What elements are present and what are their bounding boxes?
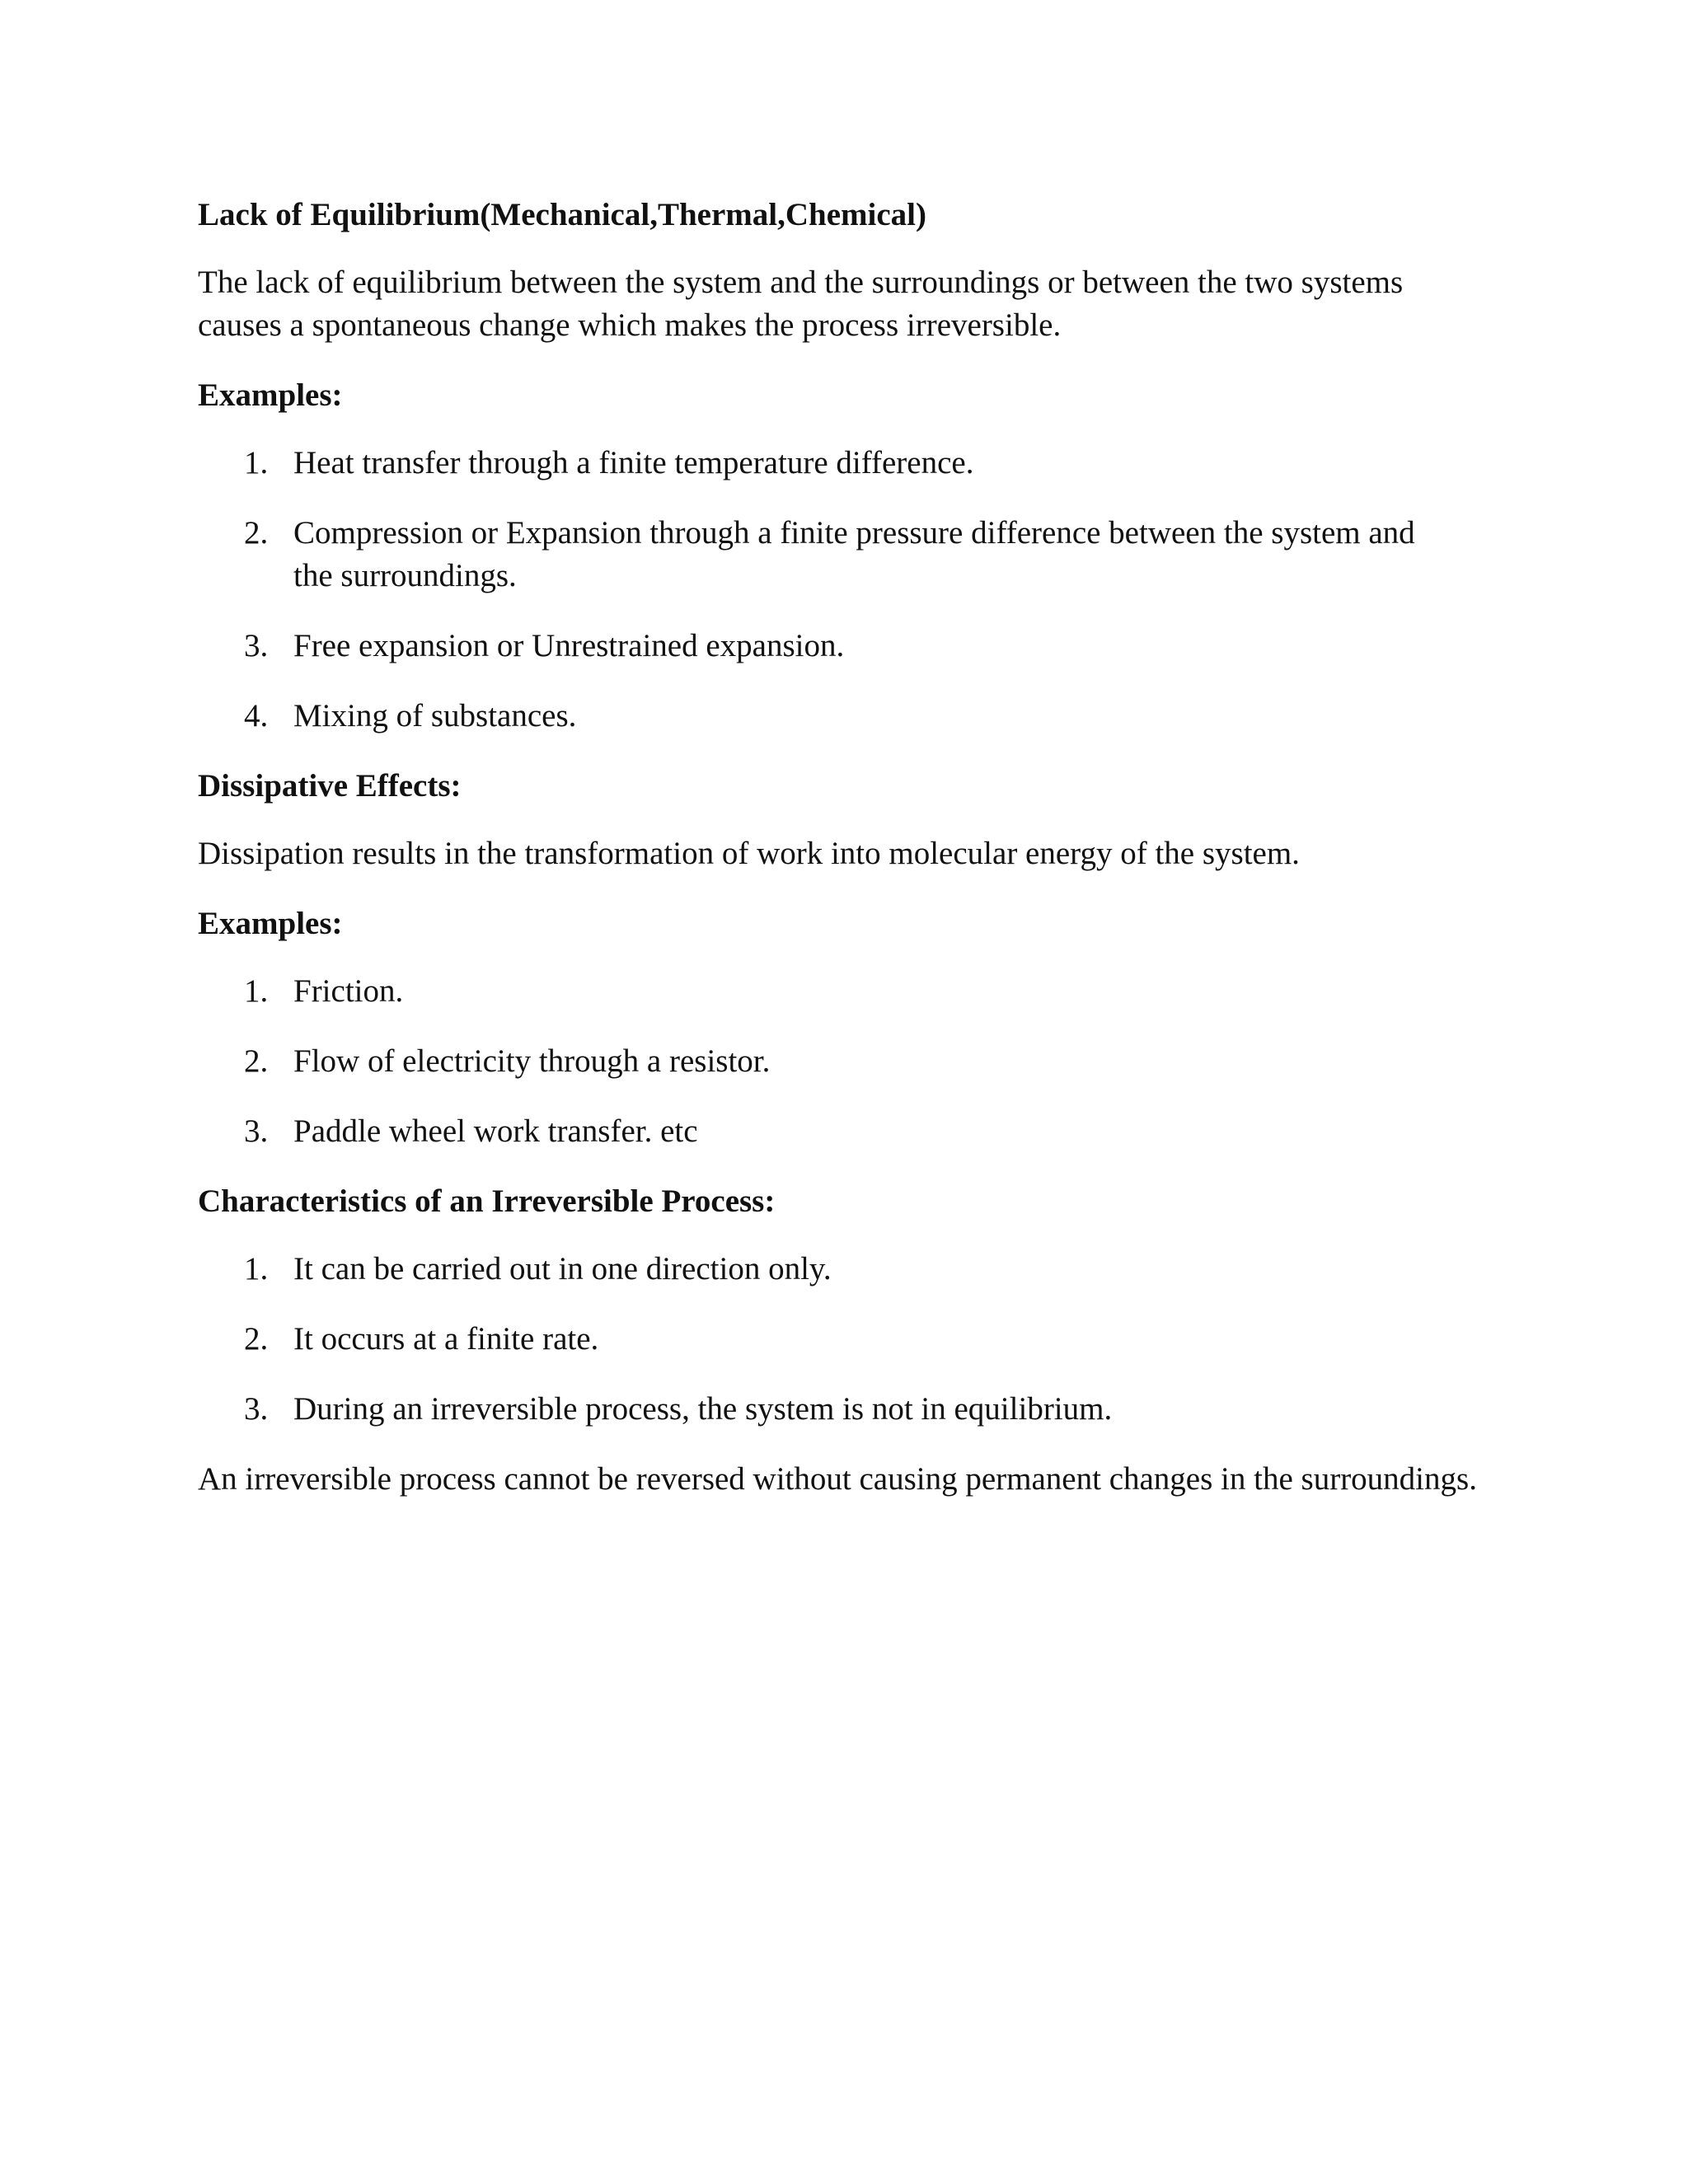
examples-list-dissipative	[198, 970, 1484, 1153]
list-item	[198, 512, 1484, 598]
examples-heading: Examples:	[198, 906, 343, 941]
section-heading-characteristics: Characteristics of an Irreversible Process:	[198, 1183, 776, 1219]
list-item-text: It occurs at a finite rate.	[293, 1321, 599, 1357]
list-item	[198, 1040, 1484, 1083]
list-item	[198, 970, 1484, 1013]
paragraph-equilibrium: The lack of equilibrium between the system and the surroundings or between the two systems causes a spontaneous change which makes the process irreversible.	[198, 265, 1404, 343]
list-item	[198, 442, 1484, 485]
list-number: 1.	[244, 973, 269, 1009]
list-item-text: Compression or Expansion through a finite pressure difference between the system and the surroundings.	[293, 515, 1415, 593]
list-item-text: Free expansion or Unrestrained expansion.	[293, 628, 845, 663]
list-item	[198, 1388, 1484, 1431]
list-number: 3.	[244, 1391, 269, 1427]
list-number: 2.	[244, 1043, 269, 1079]
section-heading-dissipative: Dissipative Effects:	[198, 768, 462, 804]
list-number: 2.	[244, 515, 269, 551]
document-page	[198, 194, 1484, 1528]
list-number: 4.	[244, 698, 269, 733]
list-number: 1.	[244, 1251, 269, 1286]
list-item	[198, 1110, 1484, 1153]
list-item	[198, 625, 1484, 668]
examples-heading: Examples:	[198, 377, 343, 413]
list-item	[198, 1318, 1484, 1361]
section-heading-equilibrium: Lack of Equilibrium(Mechanical,Thermal,Chemical)	[198, 197, 926, 232]
paragraph-dissipative: Dissipation results in the transformation of work into molecular energy of the system.	[198, 836, 1300, 871]
list-number: 3.	[244, 628, 269, 663]
list-item-text: Flow of electricity through a resistor.	[293, 1043, 771, 1079]
list-item-text: During an irreversible process, the system is not in equilibrium.	[293, 1391, 1113, 1427]
list-item	[198, 1248, 1484, 1291]
characteristics-list	[198, 1248, 1484, 1431]
list-item-text: Heat transfer through a finite temperature difference.	[293, 445, 974, 480]
list-item-text: Mixing of substances.	[293, 698, 577, 733]
list-number: 2.	[244, 1321, 269, 1357]
list-item	[198, 695, 1484, 738]
list-item-text: Paddle wheel work transfer. etc	[293, 1113, 698, 1149]
list-item-text: It can be carried out in one direction only.	[293, 1251, 832, 1286]
examples-list-equilibrium	[198, 442, 1484, 738]
list-number: 1.	[244, 445, 269, 480]
list-number: 3.	[244, 1113, 269, 1149]
closing-paragraph: An irreversible process cannot be reversed without causing permanent changes in the surroundings.	[198, 1461, 1477, 1497]
list-item-text: Friction.	[293, 973, 404, 1009]
